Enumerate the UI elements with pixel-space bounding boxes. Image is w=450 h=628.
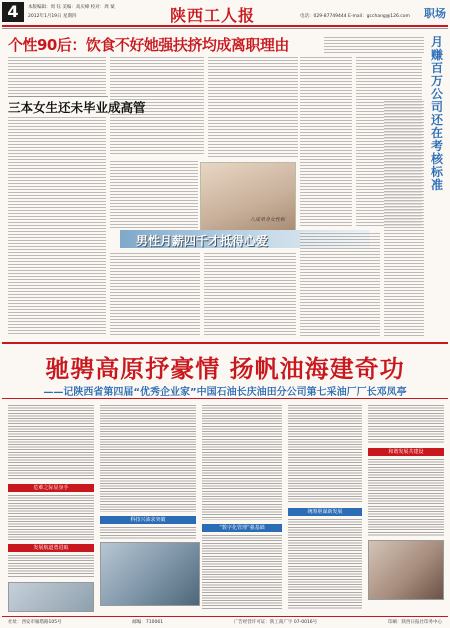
body-text-block xyxy=(368,404,444,444)
body-text-block xyxy=(202,404,282,520)
body-text-block xyxy=(300,56,352,228)
body-text-block xyxy=(288,404,362,504)
subhead-5: 统筹胆谋新发展 xyxy=(288,508,362,516)
header-rule xyxy=(2,25,448,27)
article-photo xyxy=(8,582,94,612)
second-headline: 三本女生还未毕业成高管 xyxy=(8,100,146,115)
feature-headline: 男性月薪四千才抵得心爱 xyxy=(136,234,269,248)
body-text-block xyxy=(384,100,424,336)
date-line: 2012年1月19日 星期四 xyxy=(28,14,77,19)
body-text-block xyxy=(100,526,196,540)
subhead-2: 发展航道勇进取 xyxy=(8,544,94,552)
body-text-block xyxy=(208,56,298,158)
subhead-6: 和谐发展共建设 xyxy=(368,448,444,456)
body-text-block xyxy=(288,518,362,610)
big-headline: 驰骋高原抒豪情 扬帆油海建奇功 xyxy=(45,355,405,383)
subhead-4: “数字化管理”强基础 xyxy=(202,524,282,532)
body-text-block xyxy=(368,458,444,536)
body-text-block xyxy=(202,534,282,610)
body-text-block xyxy=(110,252,200,336)
footer-license: 广告经营许可证：陕工商广字 07-0016号 xyxy=(233,619,318,625)
body-text-block xyxy=(8,554,94,578)
feature-caption: 八成单身女性称 xyxy=(250,217,286,223)
body-text-block xyxy=(8,56,106,94)
body-text-block xyxy=(100,404,196,512)
body-text-block xyxy=(324,36,424,54)
subhead-3: 科技兴油求突破 xyxy=(100,516,196,524)
body-text-block xyxy=(300,232,380,336)
section-divider xyxy=(2,342,448,344)
page-number: 4 xyxy=(2,2,24,22)
footer-postcode: 邮编：710061 xyxy=(132,619,164,625)
article-photo xyxy=(100,542,200,606)
body-text-block xyxy=(8,404,94,480)
footer-address: 社址：西安市雁塔路105号 xyxy=(8,619,62,625)
section-divider xyxy=(2,398,448,399)
section-title: 职场 xyxy=(424,7,446,20)
header-rule-thin xyxy=(2,28,448,29)
big-subhead: ——记陕西省第四届“优秀企业家”中国石油长庆油田分公司第七采油厂厂长邓凤亭 xyxy=(43,387,407,398)
phone-line: 电话：029-87749444 E-mail：gcchang@126.com xyxy=(300,14,410,19)
body-text-block xyxy=(8,494,94,540)
footer xyxy=(2,616,448,626)
masthead: 陕西工人报 xyxy=(170,6,256,25)
top-headline: 个性90后：饮食不好她强扶挤均成离职理由 xyxy=(8,36,289,54)
footer-printer: 印刷：陕西日报社印务中心 xyxy=(388,619,442,625)
subhead-1: 危难之际显身手 xyxy=(8,484,94,492)
vertical-title: 月赚百万公司还在考核标准 xyxy=(430,35,443,192)
body-text-block xyxy=(204,252,296,336)
article-photo xyxy=(368,540,444,600)
editor-line: 本版编辑：周 钰 美编：高庆峰 校对：周 斌 xyxy=(28,5,115,10)
body-text-block xyxy=(110,160,198,230)
divider xyxy=(8,96,108,97)
body-text-block xyxy=(8,116,106,336)
